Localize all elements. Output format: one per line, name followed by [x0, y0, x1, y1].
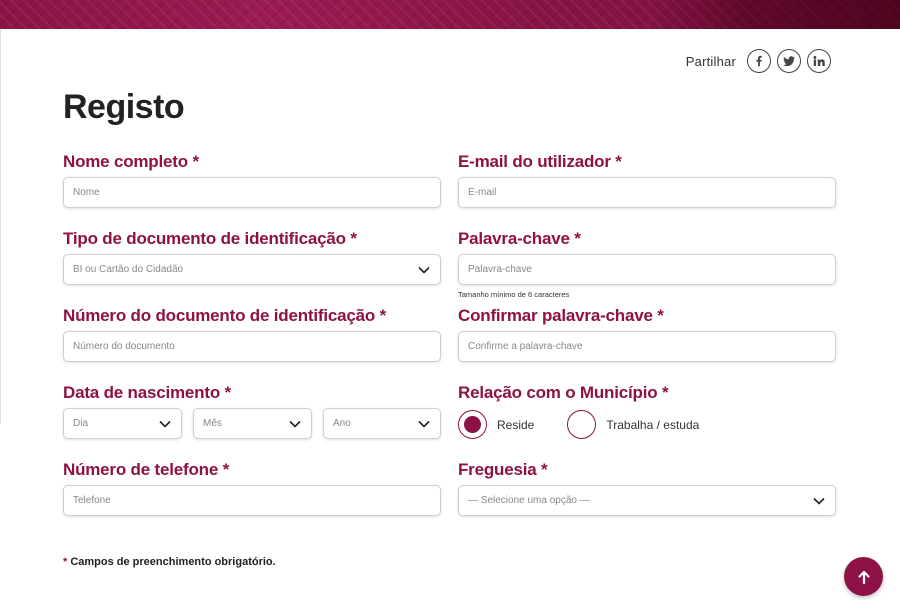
- radio-button-unchecked[interactable]: [567, 410, 596, 439]
- chevron-down-icon: [417, 417, 431, 431]
- radio-label-works-studies: Trabalha / estuda: [606, 417, 700, 432]
- page-edge-divider: [0, 29, 1, 424]
- birth-year-select[interactable]: [323, 408, 441, 439]
- radio-label-reside: Reside: [497, 417, 535, 432]
- phone-label: Número de telefone *: [63, 460, 230, 479]
- radio-works-studies[interactable]: [567, 410, 699, 439]
- birth-month-select[interactable]: [193, 408, 312, 439]
- back-to-top-button[interactable]: [844, 557, 883, 596]
- page-title: Registo: [63, 88, 185, 126]
- banner-artwork: [650, 0, 900, 29]
- facebook-icon[interactable]: [747, 49, 771, 73]
- share-label: Partilhar: [685, 53, 736, 69]
- email-label: E-mail do utilizador *: [458, 152, 622, 171]
- phone-input[interactable]: [63, 485, 441, 516]
- required-star: *: [63, 556, 68, 568]
- id-doc-number-label: Número do documento de identificação *: [63, 306, 386, 325]
- arrow-up-icon: [856, 569, 872, 585]
- share-bar: [686, 49, 831, 73]
- full-name-input[interactable]: [63, 177, 441, 208]
- radio-dot: [464, 416, 481, 433]
- birth-day-select[interactable]: [63, 408, 182, 439]
- required-note-text: Campos de preenchimento obrigatório.: [67, 556, 276, 568]
- chevron-down-icon: [417, 263, 431, 277]
- parish-select[interactable]: [458, 485, 836, 516]
- radio-reside[interactable]: [458, 410, 534, 439]
- id-doc-type-label: Tipo de documento de identificação *: [63, 229, 357, 248]
- twitter-icon[interactable]: [777, 49, 801, 73]
- birth-date-label: Data de nascimento *: [63, 383, 231, 402]
- birth-day-value: Dia: [73, 418, 89, 429]
- password-hint: Tamanho mínimo de 6 caracteres: [458, 290, 570, 299]
- chevron-down-icon: [812, 494, 826, 508]
- birth-month-value: Mês: [203, 418, 222, 429]
- relation-radio-group: [458, 410, 699, 439]
- linkedin-icon[interactable]: [807, 49, 831, 73]
- confirm-password-label: Confirmar palavra-chave *: [458, 306, 664, 325]
- email-input[interactable]: [458, 177, 836, 208]
- birth-year-value: Ano: [333, 418, 351, 429]
- password-input[interactable]: [458, 254, 836, 285]
- radio-button-checked[interactable]: [458, 410, 487, 439]
- password-label: Palavra-chave *: [458, 229, 581, 248]
- chevron-down-icon: [288, 417, 302, 431]
- relation-label: Relação com o Município *: [458, 383, 669, 402]
- confirm-password-input[interactable]: [458, 331, 836, 362]
- full-name-label: Nome completo *: [63, 152, 199, 171]
- parish-label: Freguesia *: [458, 460, 548, 479]
- required-fields-note: [63, 556, 276, 568]
- header-banner: [0, 0, 900, 29]
- parish-value: — Selecione uma opção —: [468, 495, 590, 506]
- id-doc-type-select[interactable]: [63, 254, 441, 285]
- id-doc-type-value: BI ou Cartão do Cidadão: [73, 264, 184, 275]
- id-doc-number-input[interactable]: [63, 331, 441, 362]
- chevron-down-icon: [158, 417, 172, 431]
